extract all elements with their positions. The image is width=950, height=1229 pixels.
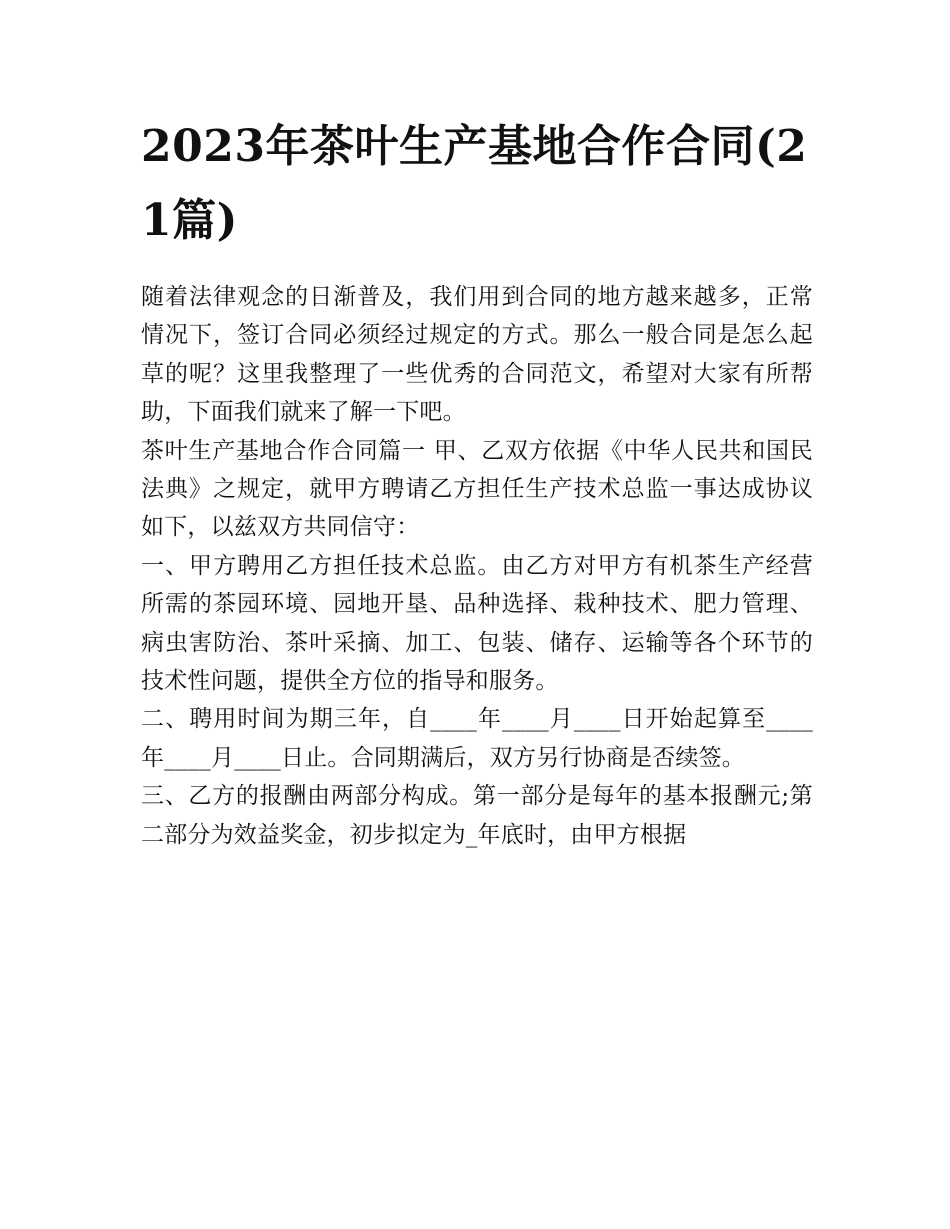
intro-paragraph: 随着法律观念的日渐普及，我们用到合同的地方越来越多，正常情况下，签订合同必须经过规定的方式。那么一般合同是怎么起草的呢？这里我整理了一些优秀的合同范文，希望对大家有所帮助，下面我们就来了解一下吧。 bbox=[141, 284, 813, 426]
document-body bbox=[141, 110, 813, 854]
clause-one-paragraph: 一、甲方聘用乙方担任技术总监。由乙方对甲方有机茶生产经营所需的茶园环境、园地开垦、品种选择、栽种技术、肥力管理、病虫害防治、茶叶采摘、加工、包装、储存、运输等各个环节的技术性问题，提供全方位的指导和服务。 bbox=[141, 552, 813, 695]
contract-preamble-paragraph: 茶叶生产基地合作合同篇一 甲、乙双方依据《中华人民共和国民法典》之规定，就甲方聘请乙方担任生产技术总监一事达成协议如下，以兹双方共同信守： bbox=[141, 437, 813, 541]
document-title: 2023年茶叶生产基地合作合同(21篇) bbox=[141, 121, 808, 246]
clause-two-paragraph: 二、聘用时间为期三年，自____年____月____日开始起算至____年____月____日止。合同期满后，双方另行协商是否续签。 bbox=[141, 706, 813, 771]
clause-three-paragraph: 三、乙方的报酬由两部分构成。第一部分是每年的基本报酬元;第二部分为效益奖金，初步拟定为_年底时，由甲方根据 bbox=[141, 783, 813, 848]
